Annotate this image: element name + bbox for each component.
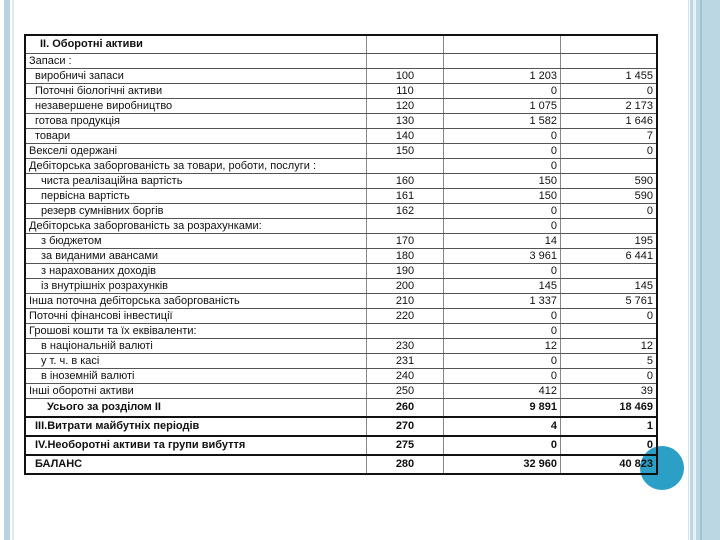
row-label: товари [25, 129, 367, 144]
row-end-value: 0 [561, 309, 658, 324]
row-label: первісна вартість [25, 189, 367, 204]
row-code: 220 [367, 309, 444, 324]
table-row [25, 69, 657, 84]
row-code: 190 [367, 264, 444, 279]
row-start-value: 0 [444, 144, 561, 159]
row-start-value: 0 [444, 204, 561, 219]
row-label: Дебіторська заборгованість за товари, роботи, послуги : [25, 159, 367, 174]
row-label: із внутрішніх розрахунків [25, 279, 367, 294]
row-code: 160 [367, 174, 444, 189]
row-end-value: 0 [561, 144, 658, 159]
table-row [25, 324, 657, 339]
row-code: 231 [367, 354, 444, 369]
row-label: III.Витрати майбутніх періодів [25, 417, 367, 436]
empty-cell [444, 35, 561, 54]
row-code: 280 [367, 455, 444, 474]
row-end-value: 590 [561, 189, 658, 204]
table-row [25, 54, 657, 69]
table-row [25, 339, 657, 354]
table-row [25, 354, 657, 369]
row-start-value: 1 075 [444, 99, 561, 114]
row-start-value: 0 [444, 354, 561, 369]
section-heading: II. Оборотні активи [25, 35, 367, 54]
row-end-value [561, 324, 658, 339]
row-end-value: 0 [561, 436, 658, 455]
row-start-value [444, 54, 561, 69]
right-decor-line [700, 0, 702, 540]
row-start-value: 12 [444, 339, 561, 354]
table-row [25, 219, 657, 234]
row-end-value: 12 [561, 339, 658, 354]
row-label: Поточні біологічні активи [25, 84, 367, 99]
balance-table [24, 34, 658, 475]
row-start-value: 1 203 [444, 69, 561, 84]
row-start-value: 4 [444, 417, 561, 436]
row-start-value: 0 [444, 309, 561, 324]
row-end-value: 2 173 [561, 99, 658, 114]
row-start-value: 1 337 [444, 294, 561, 309]
row-end-value: 145 [561, 279, 658, 294]
row-code: 270 [367, 417, 444, 436]
row-start-value: 0 [444, 219, 561, 234]
table-row [25, 264, 657, 279]
row-start-value: 412 [444, 384, 561, 399]
row-end-value: 39 [561, 384, 658, 399]
row-code: 275 [367, 436, 444, 455]
row-start-value: 0 [444, 129, 561, 144]
row-start-value: 1 582 [444, 114, 561, 129]
row-code: 110 [367, 84, 444, 99]
row-end-value: 1 646 [561, 114, 658, 129]
right-decor-line [688, 0, 689, 540]
row-code: 210 [367, 294, 444, 309]
row-label: готова продукція [25, 114, 367, 129]
row-label: Дебіторська заборгованість за розрахунками: [25, 219, 367, 234]
row-end-value [561, 264, 658, 279]
table-row [25, 204, 657, 219]
row-label: виробничі запаси [25, 69, 367, 84]
right-decor-line [693, 0, 696, 540]
row-start-value: 150 [444, 189, 561, 204]
row-code: 260 [367, 399, 444, 418]
row-code: 162 [367, 204, 444, 219]
row-label: з бюджетом [25, 234, 367, 249]
row-end-value: 18 469 [561, 399, 658, 418]
row-end-value: 6 441 [561, 249, 658, 264]
left-decor-bar [4, 0, 10, 540]
row-start-value: 0 [444, 324, 561, 339]
row-code: 100 [367, 69, 444, 84]
row-code: 170 [367, 234, 444, 249]
row-code: 150 [367, 144, 444, 159]
row-end-value: 40 823 [561, 455, 658, 474]
table-row [25, 436, 657, 455]
row-code: 161 [367, 189, 444, 204]
row-end-value: 1 [561, 417, 658, 436]
row-label: чиста реалізаційна вартість [25, 174, 367, 189]
row-start-value: 9 891 [444, 399, 561, 418]
table-row [25, 99, 657, 114]
row-label: у т. ч. в касі [25, 354, 367, 369]
row-label: резерв сумнівних боргів [25, 204, 367, 219]
table-row [25, 159, 657, 174]
row-code: 230 [367, 339, 444, 354]
row-end-value: 1 455 [561, 69, 658, 84]
row-start-value: 0 [444, 264, 561, 279]
table-row [25, 249, 657, 264]
row-start-value: 0 [444, 369, 561, 384]
row-end-value: 590 [561, 174, 658, 189]
left-decor-line [12, 0, 14, 540]
row-start-value: 0 [444, 159, 561, 174]
table-row [25, 455, 657, 474]
table-row [25, 144, 657, 159]
row-label: в національній валюті [25, 339, 367, 354]
row-code: 180 [367, 249, 444, 264]
table-row [25, 174, 657, 189]
row-label: Усього за розділом II [25, 399, 367, 418]
row-end-value [561, 219, 658, 234]
row-code: 130 [367, 114, 444, 129]
table-row [25, 399, 657, 418]
row-code [367, 159, 444, 174]
empty-cell [561, 35, 658, 54]
row-label: Запаси : [25, 54, 367, 69]
row-code [367, 219, 444, 234]
row-code: 250 [367, 384, 444, 399]
row-end-value: 0 [561, 369, 658, 384]
table-row [25, 114, 657, 129]
row-end-value [561, 159, 658, 174]
table-row [25, 369, 657, 384]
row-code: 120 [367, 99, 444, 114]
row-label: Інша поточна дебіторська заборгованість [25, 294, 367, 309]
row-start-value: 0 [444, 84, 561, 99]
row-label: Грошові кошти та їх еквіваленти: [25, 324, 367, 339]
table-row [25, 279, 657, 294]
table-row [25, 189, 657, 204]
table-row [25, 294, 657, 309]
row-label: БАЛАНС [25, 455, 367, 474]
table-row [25, 234, 657, 249]
row-label: за виданими авансами [25, 249, 367, 264]
row-start-value: 145 [444, 279, 561, 294]
row-code [367, 54, 444, 69]
row-end-value: 7 [561, 129, 658, 144]
row-label: Інші оборотні активи [25, 384, 367, 399]
table-row [25, 417, 657, 436]
table-row [25, 309, 657, 324]
row-label: Поточні фінансові інвестиції [25, 309, 367, 324]
row-code: 140 [367, 129, 444, 144]
row-start-value: 14 [444, 234, 561, 249]
row-start-value: 3 961 [444, 249, 561, 264]
row-code [367, 324, 444, 339]
table-row [25, 384, 657, 399]
row-label: в іноземній валюті [25, 369, 367, 384]
row-end-value [561, 54, 658, 69]
table-heading-row [25, 35, 657, 54]
empty-cell [367, 35, 444, 54]
row-end-value: 5 [561, 354, 658, 369]
row-label: Векселі одержані [25, 144, 367, 159]
table-row [25, 84, 657, 99]
row-code: 200 [367, 279, 444, 294]
table-row [25, 129, 657, 144]
row-start-value: 32 960 [444, 455, 561, 474]
row-end-value: 0 [561, 204, 658, 219]
row-end-value: 5 761 [561, 294, 658, 309]
row-start-value: 150 [444, 174, 561, 189]
row-label: IV.Необоротні активи та групи вибуття [25, 436, 367, 455]
row-end-value: 0 [561, 84, 658, 99]
row-start-value: 0 [444, 436, 561, 455]
row-label: незавершене виробництво [25, 99, 367, 114]
row-label: з нарахованих доходів [25, 264, 367, 279]
row-code: 240 [367, 369, 444, 384]
row-end-value: 195 [561, 234, 658, 249]
